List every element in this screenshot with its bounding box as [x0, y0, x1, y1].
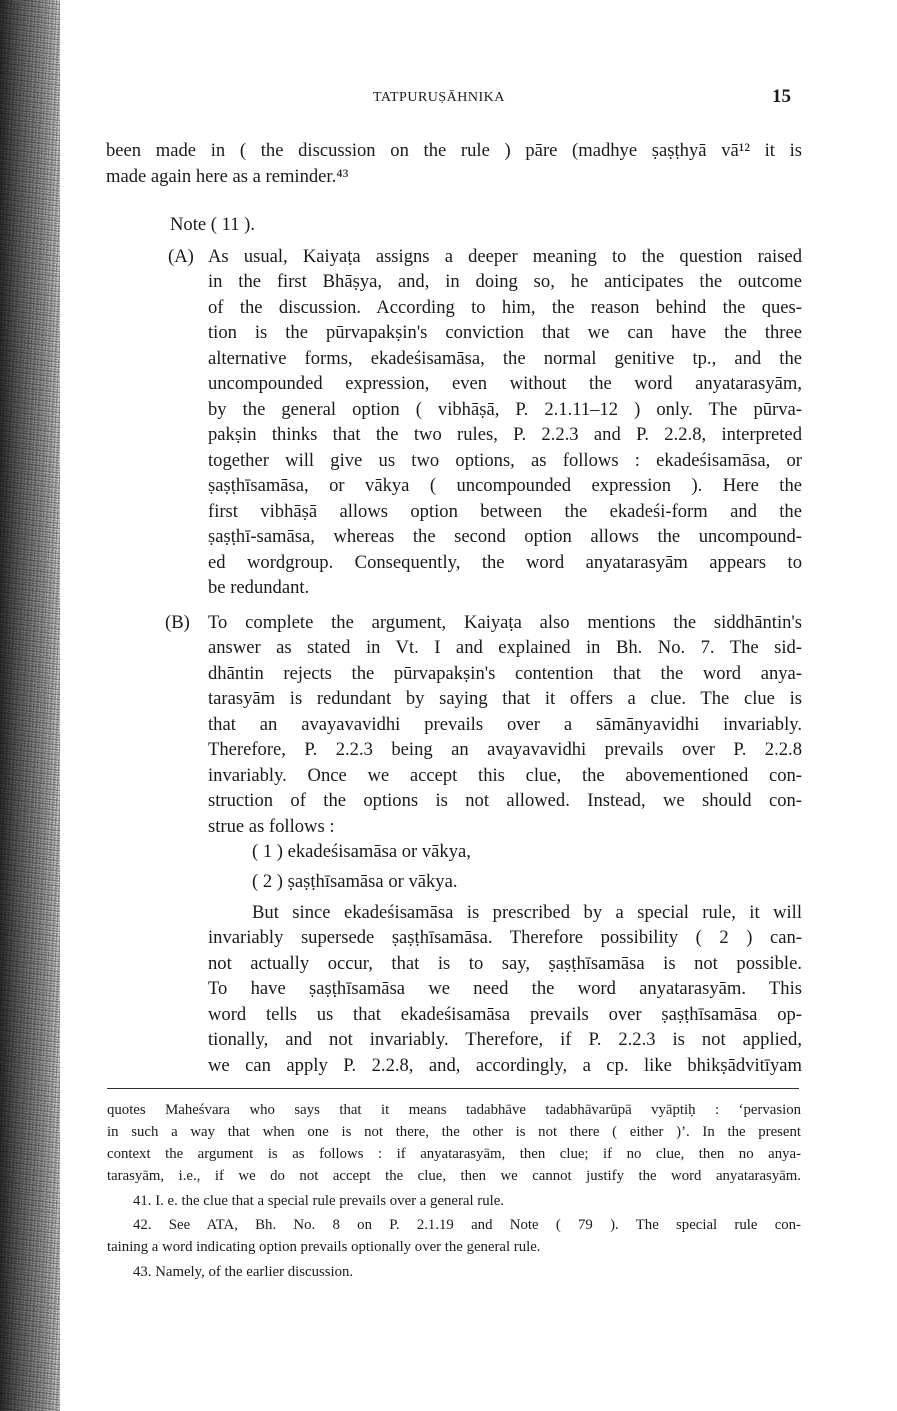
footnote-continued-line: in such a way that when one is not there, the other is not there ( either )’. In the present [107, 1124, 801, 1140]
intro-line: made again here as a reminder.⁴³ [106, 166, 349, 187]
section-b-continuation-line: not actually occur, that is to say, ṣaṣṭhīsamāsa is not possible. [208, 953, 802, 974]
section-a-line: be redundant. [208, 577, 310, 598]
section-b-line: that an avayavavidhi prevails over a sāmānyavidhi invariably. [208, 714, 802, 735]
section-b-label: (B) [165, 612, 190, 633]
section-a-line: ed wordgroup. Consequently, the word anyatarasyām appears to [208, 552, 802, 573]
section-a-line: by the general option ( vibhāṣā, P. 2.1.11–12 ) only. The pūrva- [208, 399, 802, 420]
section-a-line: uncompounded expression, even without the word anyatarasyām, [208, 373, 802, 394]
footnote-42-line: 42. See ATA, Bh. No. 8 on P. 2.1.19 and Note ( 79 ). The special rule con- [133, 1217, 801, 1233]
section-a-line: pakṣin thinks that the two rules, P. 2.2.3 and P. 2.2.8, interpreted [208, 424, 802, 445]
footnote-41: 41. I. e. the clue that a special rule prevails over a general rule. [133, 1193, 504, 1209]
section-b-line: Therefore, P. 2.2.3 being an avayavavidhi prevails over P. 2.2.8 [208, 739, 802, 760]
section-b-line: strue as follows : [208, 816, 335, 837]
section-b-line: To complete the argument, Kaiyaṭa also mentions the siddhāntin's [208, 612, 802, 633]
section-b-line: invariably. Once we accept this clue, the abovementioned con- [208, 765, 802, 786]
section-b-continuation-line: tionally, and not invariably. Therefore, if P. 2.2.3 is not applied, [208, 1029, 802, 1050]
section-b-continuation-line: we can apply P. 2.2.8, and, accordingly, a cp. like bhikṣādvitīyam [208, 1055, 802, 1076]
footnote-42-line: taining a word indicating option prevails optionally over the general rule. [107, 1239, 541, 1255]
running-header: TATPURUṢĀHNIKA [373, 90, 505, 105]
section-a-line: together will give us two options, as follows : ekadeśisamāsa, or [208, 450, 802, 471]
footnote-continued-line: tarasyām, i.e., if we do not accept the clue, then we cannot justify the word anyatarasyām. [107, 1168, 801, 1184]
section-a-label: (A) [168, 246, 194, 267]
option-item: ( 2 ) ṣaṣṭhīsamāsa or vākya. [252, 871, 458, 892]
note-heading: Note ( 11 ). [170, 214, 256, 235]
option-item: ( 1 ) ekadeśisamāsa or vākya, [252, 841, 471, 862]
footnote-continued-line: context the argument is as follows : if anyatarasyām, then clue; if no clue, then no anya- [107, 1146, 801, 1162]
section-a-line: ṣaṣṭhī-samāsa, whereas the second option allows the uncompound- [208, 526, 802, 547]
page-number: 15 [772, 86, 791, 107]
section-b-line: tarasyām is redundant by saying that it offers a clue. The clue is [208, 688, 802, 709]
footnote-divider [107, 1088, 799, 1089]
section-b-continuation-line: To have ṣaṣṭhīsamāsa we need the word anyatarasyām. This [208, 978, 802, 999]
section-b-continuation-line: invariably supersede ṣaṣṭhīsamāsa. Therefore possibility ( 2 ) can- [208, 927, 802, 948]
footnote-43: 43. Namely, of the earlier discussion. [133, 1264, 354, 1280]
section-a-line: of the discussion. According to him, the reason behind the ques- [208, 297, 802, 318]
section-b-line: dhāntin rejects the pūrvapakṣin's contention that the word anya- [208, 663, 802, 684]
section-a-line: first vibhāṣā allows option between the ekadeśi-form and the [208, 501, 802, 522]
footnote-continued-line: quotes Maheśvara who says that it means tadabhāve tadabhāvarūpā vyāptiḥ : ‘pervasion [107, 1102, 801, 1118]
section-b-line: struction of the options is not allowed. Instead, we should con- [208, 790, 802, 811]
section-b-continuation-line: But since ekadeśisamāsa is prescribed by a special rule, it will [252, 902, 802, 923]
scanned-page-edge [0, 0, 60, 1411]
section-a-line: ṣaṣṭhīsamāsa, or vākya ( uncompounded expression ). Here the [208, 475, 802, 496]
section-b-line: answer as stated in Vt. I and explained in Bh. No. 7. The sid- [208, 637, 802, 658]
section-b-continuation-line: word tells us that ekadeśisamāsa prevails over ṣaṣṭhīsamāsa op- [208, 1004, 802, 1025]
section-a-line: in the first Bhāṣya, and, in doing so, he anticipates the outcome [208, 271, 802, 292]
section-a-line: tion is the pūrvapakṣin's conviction that we can have the three [208, 322, 802, 343]
intro-line: been made in ( the discussion on the rule ) pāre (madhye ṣaṣṭhyā vā¹² it is [106, 140, 802, 161]
section-a-line: alternative forms, ekadeśisamāsa, the normal genitive tp., and the [208, 348, 802, 369]
section-a-line: As usual, Kaiyaṭa assigns a deeper meaning to the question raised [208, 246, 802, 267]
